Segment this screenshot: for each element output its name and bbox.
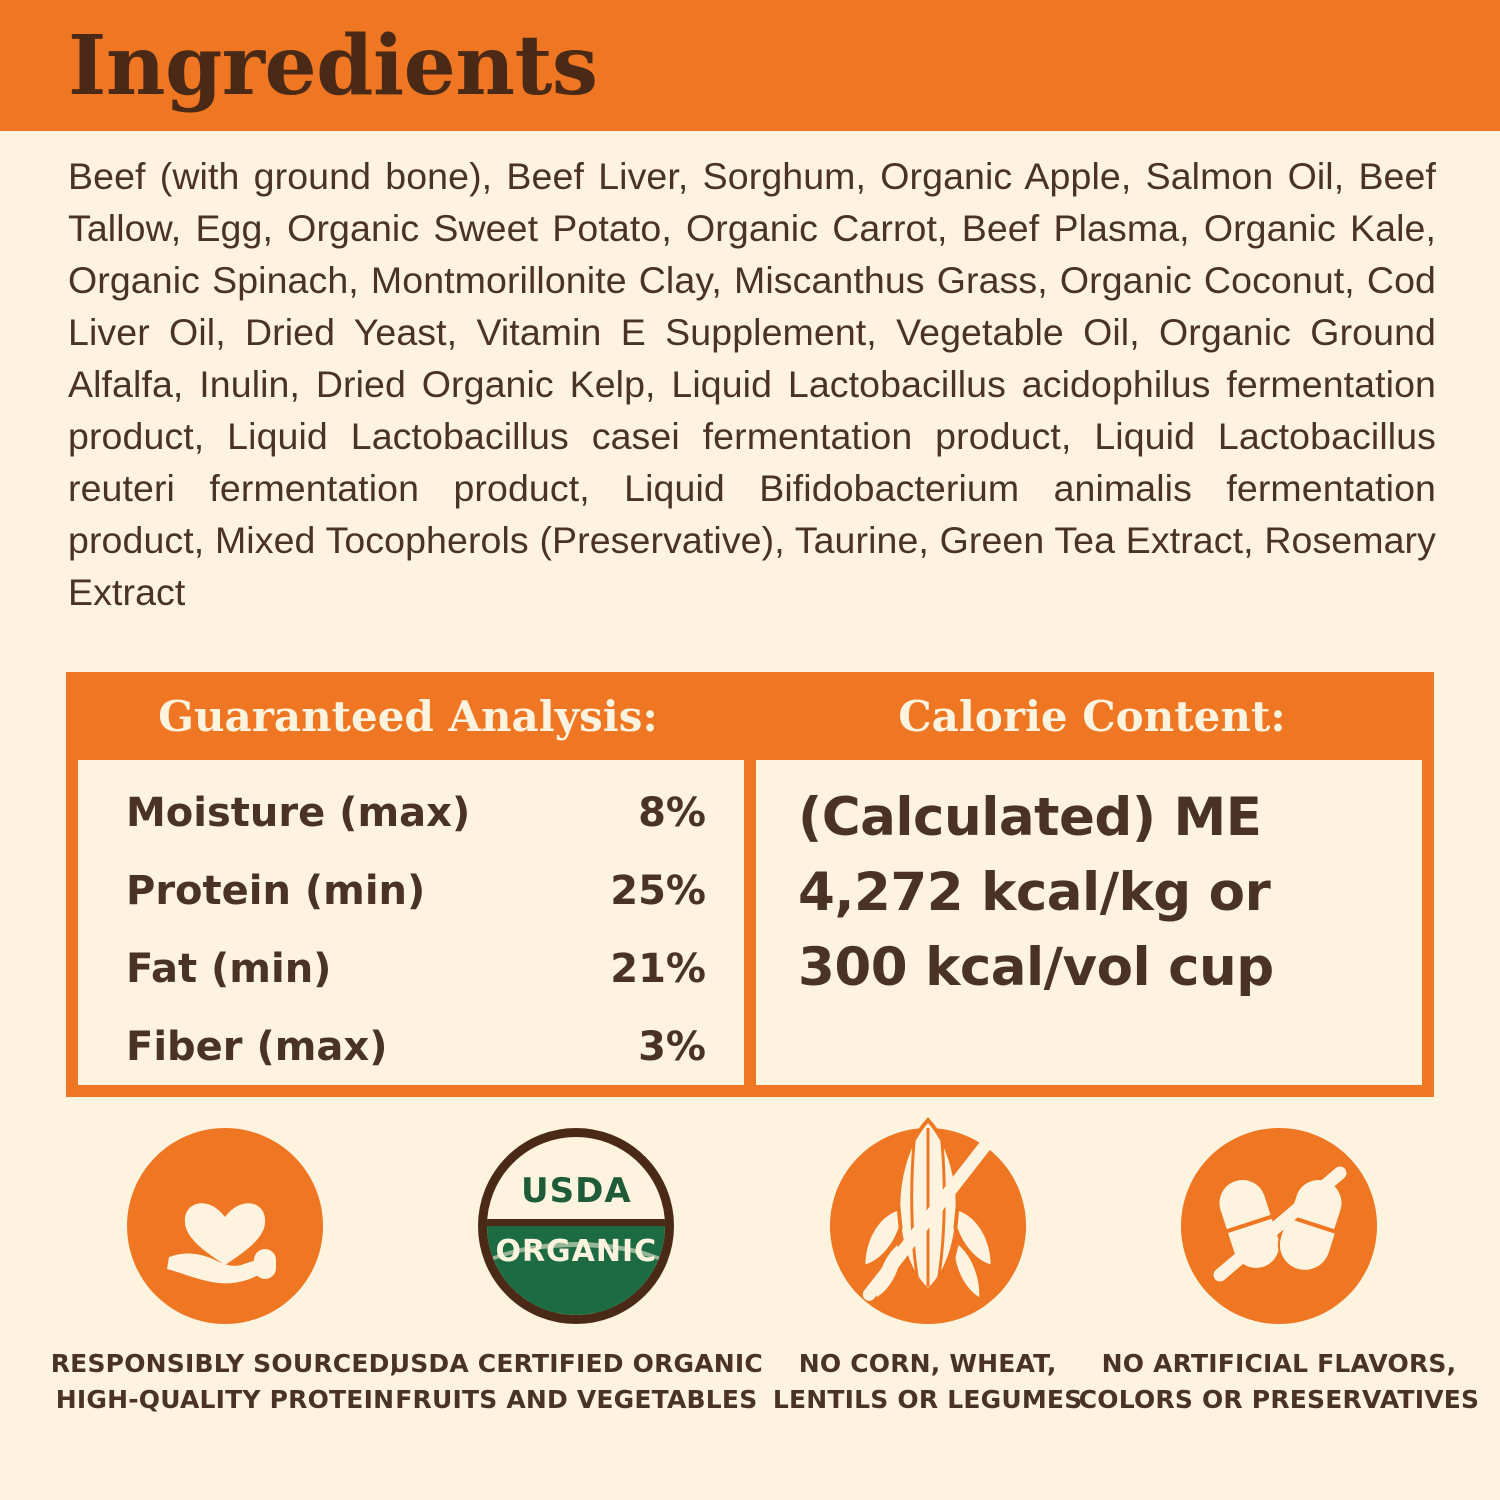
analysis-label: Fiber (max) xyxy=(126,1024,388,1070)
badge-usda-organic xyxy=(389,1128,763,1468)
badge-caption xyxy=(390,1346,763,1418)
table-row xyxy=(126,930,706,1008)
guaranteed-analysis-section xyxy=(66,672,750,1097)
hand-heart-icon xyxy=(127,1128,323,1324)
usda-seal-arc xyxy=(478,1242,674,1324)
analysis-label: Moisture (max) xyxy=(126,790,471,836)
badge-caption-line: FRUITS AND VEGETABLES xyxy=(395,1385,758,1414)
usda-seal-bottom-text: ORGANIC xyxy=(495,1234,658,1269)
badge-caption-line: USDA CERTIFIED ORGANIC xyxy=(389,1349,763,1378)
table-row xyxy=(126,852,706,930)
calorie-line: (Calculated) ME xyxy=(798,787,1262,848)
analysis-label: Protein (min) xyxy=(126,868,426,914)
analysis-value: 21% xyxy=(610,946,706,992)
no-capsules-icon xyxy=(1181,1128,1377,1324)
no-corn-icon xyxy=(830,1128,1026,1324)
table-row xyxy=(126,774,706,852)
table-row xyxy=(126,1008,706,1086)
nutrition-panel xyxy=(66,672,1434,1097)
analysis-label: Fat (min) xyxy=(126,946,332,992)
badge-caption-line: HIGH-QUALITY PROTEIN xyxy=(55,1385,395,1414)
page-title: Ingredients xyxy=(68,18,598,114)
guaranteed-analysis-table xyxy=(78,760,744,1085)
calorie-content-box xyxy=(756,760,1422,1085)
badge-no-artificial xyxy=(1078,1128,1480,1468)
analysis-value: 3% xyxy=(638,1024,706,1070)
analysis-value: 8% xyxy=(638,790,706,836)
usda-seal-top-text: USDA xyxy=(521,1171,632,1211)
calorie-line: 4,272 kcal/kg or xyxy=(798,862,1271,923)
badge-responsibly-sourced xyxy=(50,1128,400,1468)
calorie-content-heading: Calorie Content: xyxy=(898,692,1286,741)
usda-organic-seal-icon xyxy=(478,1128,674,1324)
benefit-badges xyxy=(50,1128,1480,1468)
badge-caption-line: NO ARTIFICIAL FLAVORS, xyxy=(1101,1349,1457,1378)
badge-caption xyxy=(51,1346,400,1418)
badge-caption-line: LENTILS OR LEGUMES xyxy=(772,1385,1083,1414)
ingredients-text: Beef (with ground bone), Beef Liver, Sorghum, Organic Apple, Salmon Oil, Beef Tallow, Egg, Organic Sweet Potato, Organic Carrot, Beef Plasma, Organic Kale, Organic Spinach, Montmorillonite Clay, Miscanthus Grass, Organic Coconut, Cod Liver Oil, Dried Yeast, Vitamin E Supplement, Vegetable Oil, Organic Ground Alfalfa, Inulin, Dried Organic Kelp, Liquid Lactobacillus acidophilus fermentation product, Liquid Lactobacillus casei fermentation product, Liquid Lactobacillus reuteri fermentation product, Liquid Bifidobacterium animalis fermentation product, Mixed Tocopherols (Preservative), Taurine, Green Tea Extract, Rosemary Extract xyxy=(68,155,1436,613)
badge-caption-line: NO CORN, WHEAT, xyxy=(798,1349,1057,1378)
usda-seal xyxy=(478,1128,674,1324)
usda-seal-band xyxy=(482,1219,670,1315)
badge-caption-line: COLORS OR PRESERVATIVES xyxy=(1078,1385,1480,1414)
calorie-content-section xyxy=(750,672,1434,1097)
header-bar xyxy=(0,0,1500,131)
badge-caption xyxy=(773,1346,1083,1418)
guaranteed-analysis-heading: Guaranteed Analysis: xyxy=(158,692,658,741)
calorie-line: 300 kcal/vol cup xyxy=(798,937,1274,998)
badge-caption xyxy=(1079,1346,1480,1418)
analysis-value: 25% xyxy=(610,868,706,914)
badge-no-corn xyxy=(763,1128,1093,1468)
badge-caption-line: RESPONSIBLY SOURCED, xyxy=(50,1349,400,1378)
